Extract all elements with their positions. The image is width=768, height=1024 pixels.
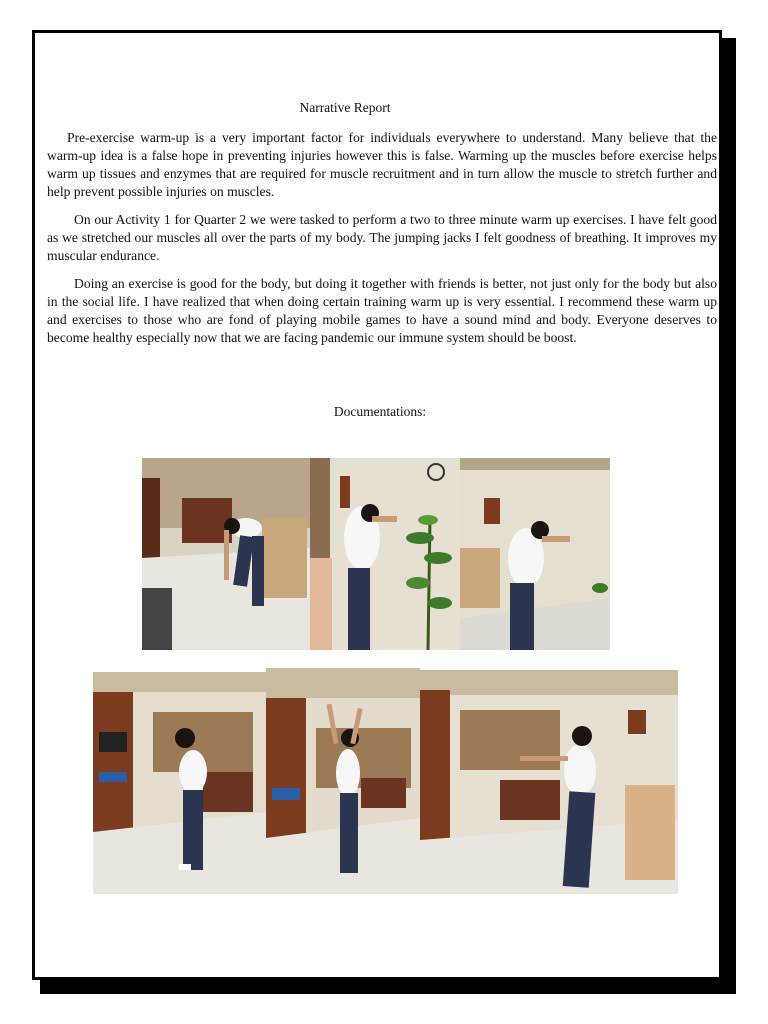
report-title: Narrative Report bbox=[299, 100, 391, 115]
photo-arm-stretch bbox=[460, 458, 610, 650]
paragraph-2: On our Activity 1 for Quarter 2 we were tasked to perform a two to three minute warm up exercises. I have felt good as we stretched our muscles all over the parts of my body. The jumping jacks I felt goodness of breathing. It improves my muscular endurance. bbox=[47, 212, 717, 263]
photo-arms-raised bbox=[266, 668, 420, 894]
photo-standing-pose-1 bbox=[93, 672, 266, 894]
paragraph-3: Doing an exercise is good for the body, but doing it together with friends is better, not just only for the body but also in the social life. I have realized that when doing certain training warm up is very essential. I recommend these warm up and exercises to those who are fond of playing mobile games to have a sound mind and body. Everyone deserves to become healthy especially now that we are facing pandemic our immune system should be boost. bbox=[47, 276, 717, 345]
photo-bending-stretch bbox=[142, 458, 310, 650]
paragraph-1: Pre-exercise warm-up is a very important factor for individuals everywhere to understand. Many believe that the warm-up idea is a false hope in preventing injuries however this is false. Warming up the muscles before exercise helps warm up tissues and enzymes that are required for muscle recruitment and in turn allow the muscle to stretch further and help prevent possible injuries on muscles. bbox=[47, 130, 717, 199]
photo-wall-stretch bbox=[310, 458, 460, 650]
photo-side-stretch bbox=[420, 670, 678, 894]
documentation-label: Documentations: bbox=[333, 404, 427, 419]
